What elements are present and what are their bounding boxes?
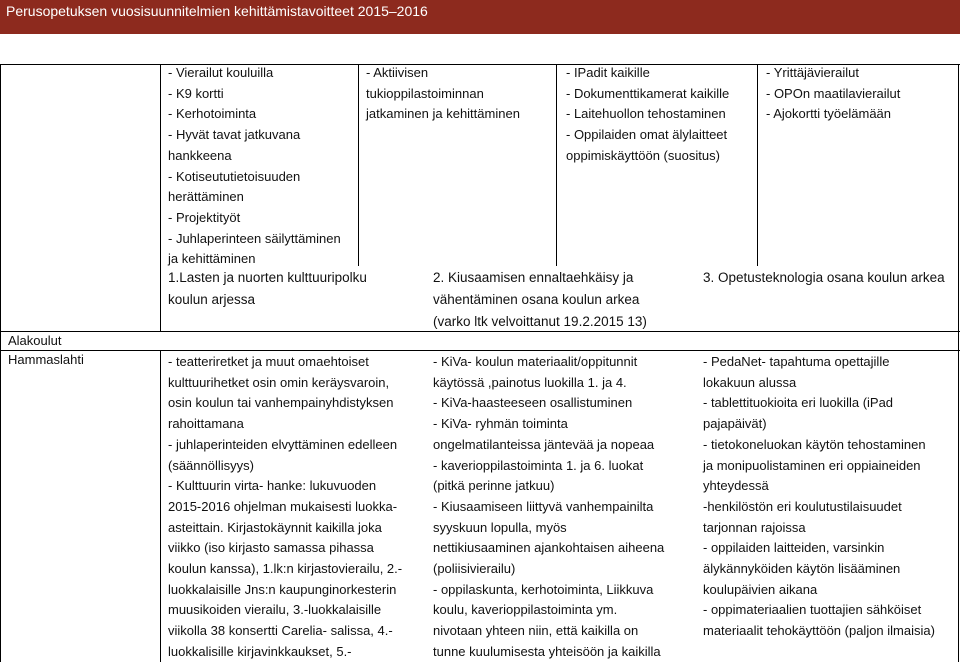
table-left-border bbox=[0, 64, 1, 662]
col-divider-1b bbox=[160, 350, 161, 662]
cell-peer-support: - Aktiivisen tukioppilastoiminnan jatkaminen ja kehittäminen bbox=[366, 65, 520, 122]
col-divider-2 bbox=[358, 64, 359, 266]
school-name: Hammaslahti bbox=[8, 352, 84, 367]
school-row-top-border bbox=[0, 350, 960, 351]
school-bullying-cell: - KiVa- koulun materiaalit/oppitunnit käytössä ,painotus luokilla 1. ja 4. - KiVa-haasteeseen osallistuminen - KiVa- ryhmän toiminta ongelmatilanteissa jäntevää ja nopeaa - kaverioppilastoiminta 1. ja 6. luokat (pitkä perinne jatkuu) - Kiusaamiseen liittyvä vanhempainilta syyskuun lopulla, myös nettikiusaaminen ajankohtaisen aiheena (poliisivierailu) - oppilaskunta, kerhotoiminta, Liikkuva koulu, kaverioppilastoiminta ym. nivotaan yhteen niin, että kaikilla on tunne kuulumisesta yhteisöön ja kaikilla bbox=[433, 354, 665, 659]
col-divider-4 bbox=[757, 64, 758, 266]
goal-2-heading: 2. Kiusaamisen ennaltaehkäisy ja vähentäminen osana koulun arkea (varko ltk velvoittanut 19.2.2015 13) bbox=[433, 270, 647, 329]
table-right-border bbox=[958, 64, 959, 662]
cell-culture-actions: - Vierailut kouluilla - K9 kortti - Kerhotoiminta - Hyvät tavat jatkuvana hankkeena - Kotiseututietoisuuden herättäminen - Projektityöt - Juhlaperinteen säilyttäminen ja kehittäminen bbox=[168, 65, 341, 267]
header-title: Perusopetuksen vuosisuunnitelmien kehittämistavoitteet 2015–2016 bbox=[6, 3, 428, 19]
school-technology-cell: - PedaNet- tapahtuma opettajille lokakuun alussa - tablettituokioita eri luokilla (iPad pajapäivät) - tietokoneluokan käytön tehostaminen ja monipuolistaminen eri oppiaineiden yhteydessä -henkilöstön eri koulutustilaisuudet tarjonnan rajoissa - oppilaiden laitteiden, varsinkin älykännyköiden käytön lisääminen koulupäivien aikana - oppimateriaalien tuottajien sähköiset materiaalit tehokäyttöön (paljon ilmaisia) bbox=[703, 354, 935, 639]
col-divider-3 bbox=[556, 64, 557, 266]
goal-1-heading: 1.Lasten ja nuorten kulttuuripolku koulun arjessa bbox=[168, 270, 367, 307]
goal-3-heading: 3. Opetusteknologia osana koulun arkea bbox=[703, 270, 945, 285]
cell-devices: - IPadit kaikille - Dokumenttikamerat kaikille - Laitehuollon tehostaminen - Oppilaiden omat älylaitteet oppimiskäyttöön (suositus) bbox=[566, 65, 730, 163]
cell-work-life: - Yrittäjävierailut - OPOn maatilavierailut - Ajokortti työelämään bbox=[766, 65, 901, 122]
section-label: Alakoulut bbox=[8, 333, 62, 348]
school-culture-cell: - teatteriretket ja muut omaehtoiset kulttuurihetket osin omin keräysvaroin, osin koulun tai vanhempainyhdistyksen rahoittamana - juhlaperinteiden elvyttäminen edelleen (säännöllisyys) - Kulttuurin virta- hanke: lukuvuoden 2015-2016 ohjelman mukaisesti luokka- asteittain. Kirjastokäynnit kaikilla joka viikko (iso kirjasto samassa pihassa koulun kanssa), 1.lk:n kirjastovierailu, 2.- luokkalaisille Jns:n kaupunginorkesterin muusikoiden vierailu, 3.-luokkalaisille viikolla 38 konsertti Carelia- salissa, 4.- luokkalisille kirjavinkkaukset, 5.- bbox=[168, 354, 403, 659]
col-divider-1 bbox=[160, 64, 161, 331]
